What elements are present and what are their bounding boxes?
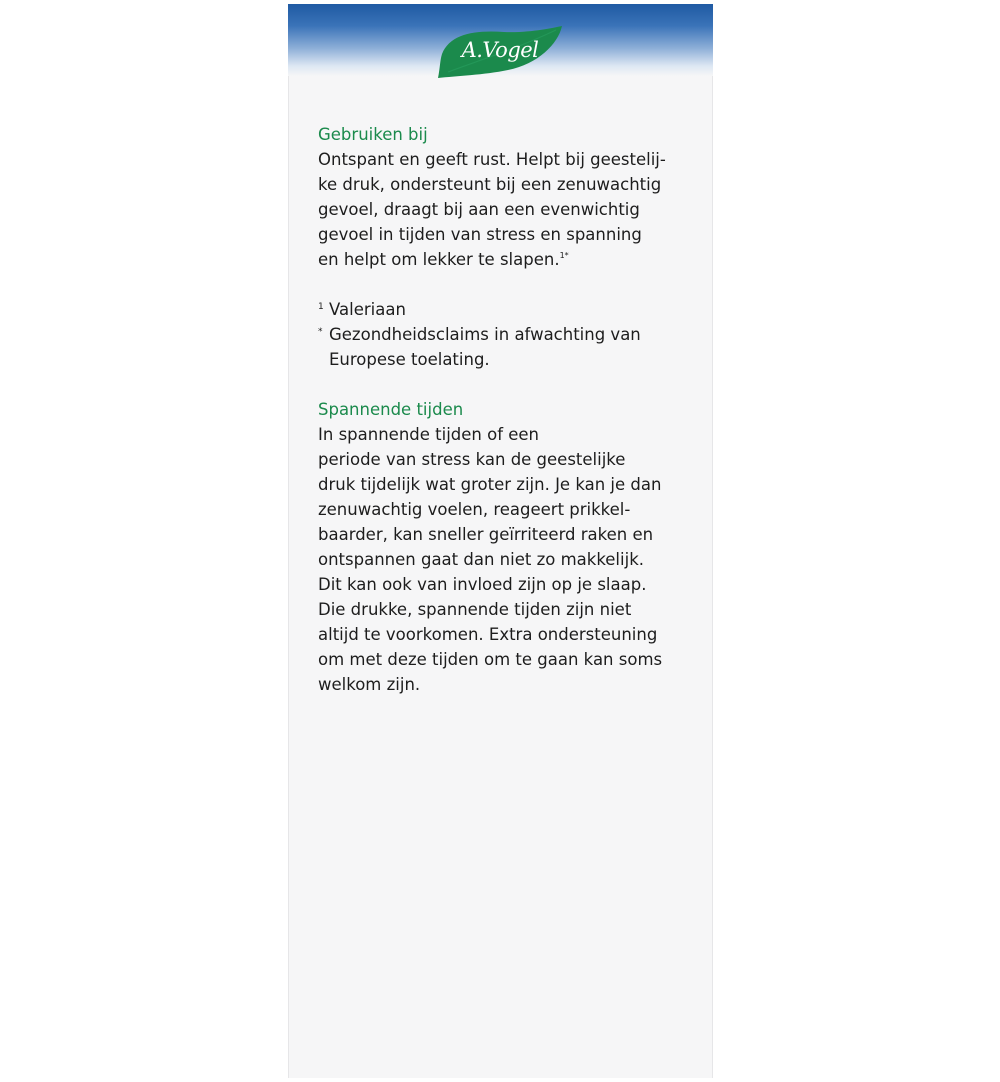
section-heading: Spannende tijden [318, 400, 464, 419]
body-line: Dit kan ook van invloed zijn op je slaap. [318, 575, 647, 594]
body-line: druk tijdelijk wat groter zijn. Je kan je dan [318, 475, 662, 494]
body-line: om met deze tijden om te gaan kan soms [318, 650, 663, 669]
body-line: welkom zijn. [318, 675, 421, 694]
section-body [318, 147, 698, 272]
body-line: baarder, kan sneller geïrriteerd raken en [318, 525, 654, 544]
section-gebruiken-bij [318, 122, 698, 272]
brand-logo [434, 24, 566, 80]
footnote-item: * Gezondheidsclaims in afwachting van [318, 325, 641, 344]
section-body [318, 422, 698, 697]
label-content [318, 122, 698, 697]
body-line-with-ref [318, 247, 698, 272]
logo-wordmark: A.Vogel [461, 38, 539, 62]
body-line: ke druk, ondersteunt bij een zenuwachtig [318, 175, 662, 194]
body-line: In spannende tijden of een [318, 425, 540, 444]
footnote-text: Gezondheidsclaims in afwachting van [329, 325, 641, 344]
section-spannende-tijden [318, 397, 698, 697]
body-line: altijd te voorkomen. Extra ondersteuning [318, 625, 658, 644]
body-line: en helpt om lekker te slapen. [318, 250, 560, 269]
body-line: periode van stress kan de geestelijke [318, 450, 626, 469]
section-heading: Gebruiken bij [318, 125, 428, 144]
body-line: ontspannen gaat dan niet zo makkelijk. [318, 550, 644, 569]
body-line: zenuwachtig voelen, reageert prikkel- [318, 500, 631, 519]
body-line: Ontspant en geeft rust. Helpt bij geestelij- [318, 150, 666, 169]
body-line: gevoel, draagt bij aan een evenwichtig [318, 200, 640, 219]
footnotes [318, 297, 698, 372]
footnote-text-continued: Europese toelating. [329, 350, 490, 369]
footnote-item: 1 Valeriaan [318, 300, 406, 319]
body-line: Die drukke, spannende tijden zijn niet [318, 600, 632, 619]
footnote-text: Valeriaan [329, 300, 406, 319]
footnote-reference: 1* [559, 251, 569, 260]
product-label-panel [288, 4, 713, 1078]
body-line: gevoel in tijden van stress en spanning [318, 225, 642, 244]
